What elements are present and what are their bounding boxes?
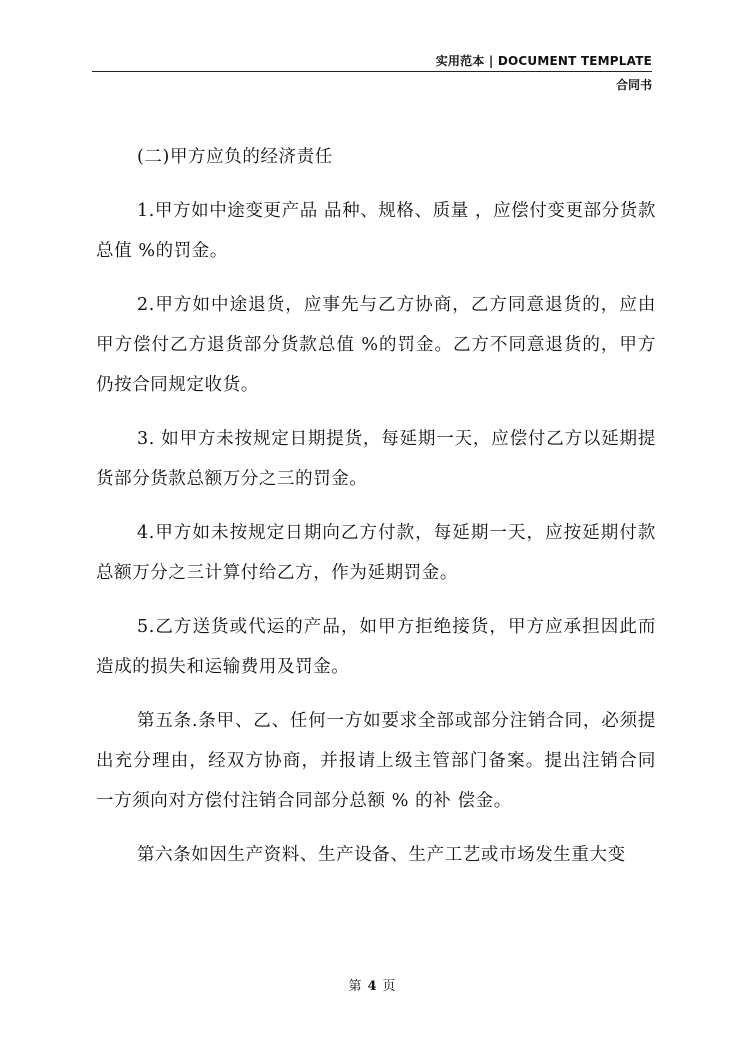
section-heading: (二)甲方应负的经济责任 (137, 147, 333, 167)
clause-3: 3. 如甲方未按规定日期提货，每延期一天，应偿付乙方以延期提货部分货款总额万分之三的罚金。 (96, 429, 656, 489)
page-number: 4 (367, 979, 377, 994)
header-title: 实用范本 | DOCUMENT TEMPLATE (435, 54, 652, 68)
page-footer (0, 975, 744, 994)
clause-5: 5.乙方送货或代运的产品，如甲方拒绝接货，甲方应承担因此而造成的损失和运输费用及罚金。 (96, 617, 656, 677)
document-body (96, 137, 656, 889)
article-5: 第五条.条甲、乙、任何一方如要求全部或部分注销合同，必须提出充分理由，经双方协商，并报请上级主管部门备案。提出注销合同一方须向对方偿付注销合同部分总额 % 的补 偿金。 (96, 711, 656, 811)
clause-1: 1.甲方如中途变更产品 品种、规格、质量 ，应偿付变更部分货款总值 %的罚金。 (96, 201, 656, 261)
header-divider (92, 71, 652, 72)
article-6: 第六条如因生产资料、生产设备、生产工艺或市场发生重大变 (137, 845, 626, 865)
header-subtitle: 合同书 (615, 78, 652, 92)
clause-4: 4.甲方如未按规定日期向乙方付款，每延期一天，应按延期付款总额万分之三计算付给乙方，作为延期罚金。 (96, 523, 656, 583)
clause-2: 2.甲方如中途退货，应事先与乙方协商，乙方同意退货的，应由甲方偿付乙方退货部分货款总值 %的罚金。乙方不同意退货的，甲方仍按合同规定收货。 (96, 295, 656, 395)
page-prefix: 第 (348, 979, 362, 994)
page-suffix: 页 (382, 979, 396, 994)
